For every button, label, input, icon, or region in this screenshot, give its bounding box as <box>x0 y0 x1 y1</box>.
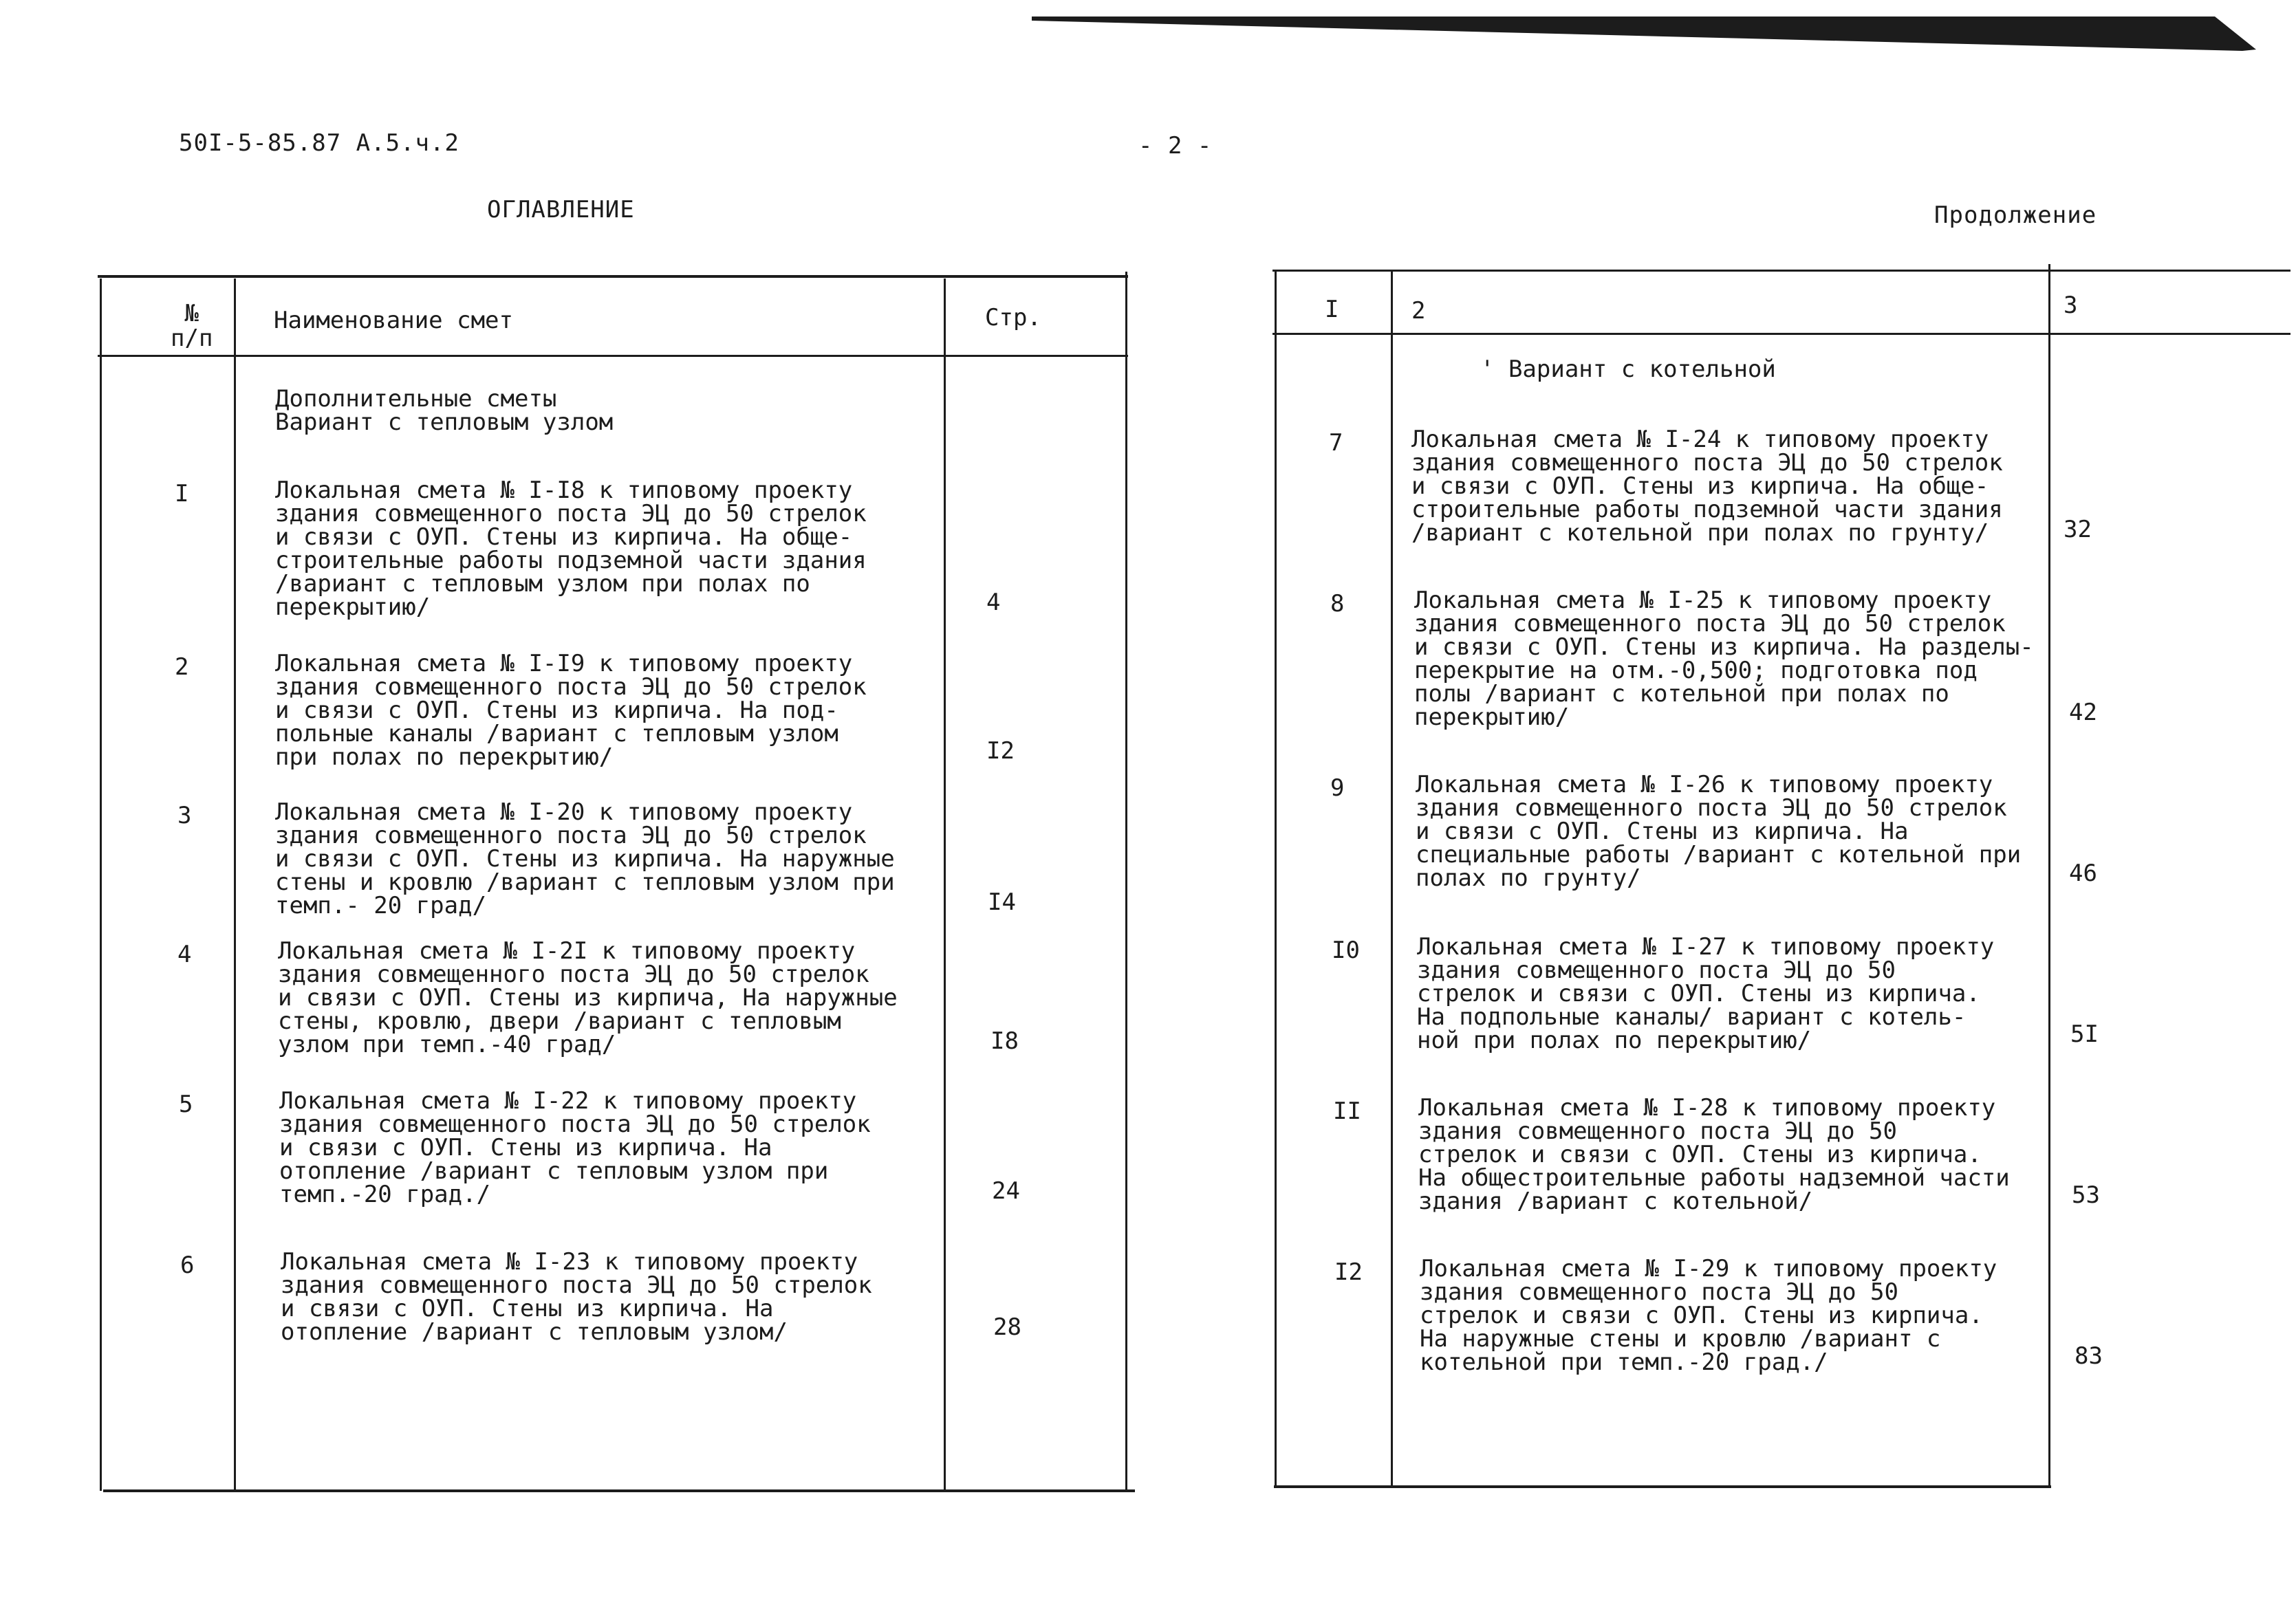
row-page: 4 <box>986 589 1001 616</box>
toc-title: ОГЛАВЛЕНИЕ <box>487 196 635 223</box>
row-number: I <box>175 480 189 507</box>
row-page: 32 <box>2064 516 2092 543</box>
row-number: II <box>1333 1098 1361 1125</box>
row-title: Локальная смета № I-28 к типовому проекту здания совмещенного поста ЭЦ до 50 стрелок и связи с ОУП. Стены из кирпича. На общестроительные работы надземной части здания /вариант с котельной/ <box>1418 1094 2010 1215</box>
row-number: 8 <box>1330 590 1345 618</box>
row-title: Локальная смета № I-25 к типовому проекту здания совмещенного поста ЭЦ до 50 стрелок и связи с ОУП. Стены из кирпича. На разделы- перекрытие на отм.-0,500; подготовка под полы /вариант с котельной при полах по перекрытию/ <box>1414 587 2034 731</box>
section-heading: ' Вариант с котельной <box>1480 356 1776 383</box>
document-code: 50I-5-85.87 А.5.ч.2 <box>179 129 459 157</box>
column-header-number: № п/п <box>171 300 213 352</box>
row-number: 5 <box>179 1091 193 1118</box>
row-number: 7 <box>1329 429 1343 457</box>
row-page: 24 <box>992 1177 1020 1205</box>
row-page: I2 <box>986 737 1015 765</box>
row-title: Локальная смета № I-26 к типовому проекту здания совмещенного поста ЭЦ до 50 стрелок и связи с ОУП. Стены из кирпича. На специальные работы /вариант с котельной при полах по грунту/ <box>1416 771 2022 892</box>
row-number: 6 <box>180 1252 195 1279</box>
row-page: 46 <box>2069 860 2097 887</box>
row-title: Локальная смета № I-23 к типовому проекту здания совмещенного поста ЭЦ до 50 стрелок и связи с ОУП. Стены из кирпича. На отопление /вариант с тепловым узлом/ <box>281 1248 872 1346</box>
column-header-name: Наименование смет <box>274 307 513 334</box>
page-number: - 2 - <box>1138 132 1213 160</box>
row-number: 9 <box>1330 774 1345 802</box>
row-number: I2 <box>1334 1258 1363 1286</box>
row-title: Локальная смета № I-24 к типовому проекту здания совмещенного поста ЭЦ до 50 стрелок и связи с ОУП. Стены из кирпича. На обще- строительные работы подземной части здания /вариант с котельной при полах по грунту/ <box>1411 426 2003 547</box>
column-header-1: I <box>1325 296 1339 323</box>
row-title: Локальная смета № I-22 к типовому проекту здания совмещенного поста ЭЦ до 50 стрелок и связи с ОУП. Стены из кирпича. На отопление /вариант с тепловым узлом при темп.-20 град./ <box>279 1087 871 1208</box>
row-title: Локальная смета № I-29 к типовому проекту здания совмещенного поста ЭЦ до 50 стрелок и связи с ОУП. Стены из кирпича. На наружные стены и кровлю /вариант с котельной при темп.-20 град./ <box>1420 1255 1997 1376</box>
row-title: Локальная смета № I-27 к типовому проекту здания совмещенного поста ЭЦ до 50 стрелок и связи с ОУП. Стены из кирпича. На подпольные каналы/ вариант с котель- ной при полах по перекрытию/ <box>1417 933 1995 1054</box>
row-number: I0 <box>1332 937 1360 964</box>
row-page: I4 <box>988 888 1016 916</box>
row-number: 4 <box>177 941 192 968</box>
column-header-2: 2 <box>1411 297 1426 325</box>
row-title: Локальная смета № I-I8 к типовому проекту здания совмещенного поста ЭЦ до 50 стрелок и связи с ОУП. Стены из кирпича. На обще- строительные работы подземной части здания /вариант с тепловым узлом при полах по перекрытию/ <box>275 477 867 621</box>
row-page: 53 <box>2072 1181 2100 1209</box>
row-number: 3 <box>177 802 192 829</box>
row-page: 83 <box>2075 1342 2103 1370</box>
column-header-page: Стр. <box>985 304 1041 331</box>
row-number: 2 <box>175 653 189 681</box>
row-title: Локальная смета № I-2I к типовому проекту здания совмещенного поста ЭЦ до 50 стрелок и связи с ОУП. Стены из кирпича, На наружные стены, кровлю, двери /вариант с тепловым узлом при темп.-40 град/ <box>278 937 898 1058</box>
row-title: Локальная смета № I-I9 к типовому проекту здания совмещенного поста ЭЦ до 50 стрелок и связи с ОУП. Стены из кирпича. На под- польные каналы /вариант с тепловым узлом при полах по перекрытию/ <box>275 650 867 771</box>
continuation-label: Продолжение <box>1934 201 2097 229</box>
section-heading: Дополнительные сметы Вариант с тепловым узлом <box>275 385 614 436</box>
row-page: 5I <box>2070 1020 2099 1048</box>
column-header-3: 3 <box>2064 292 2078 319</box>
row-page: 42 <box>2069 699 2097 726</box>
row-page: I8 <box>990 1027 1019 1055</box>
row-title: Локальная смета № I-20 к типовому проекту здания совмещенного поста ЭЦ до 50 стрелок и связи с ОУП. Стены из кирпича. На наружные стены и кровлю /вариант с тепловым узлом при темп.- 20 град/ <box>275 798 895 919</box>
row-page: 28 <box>993 1313 1021 1341</box>
